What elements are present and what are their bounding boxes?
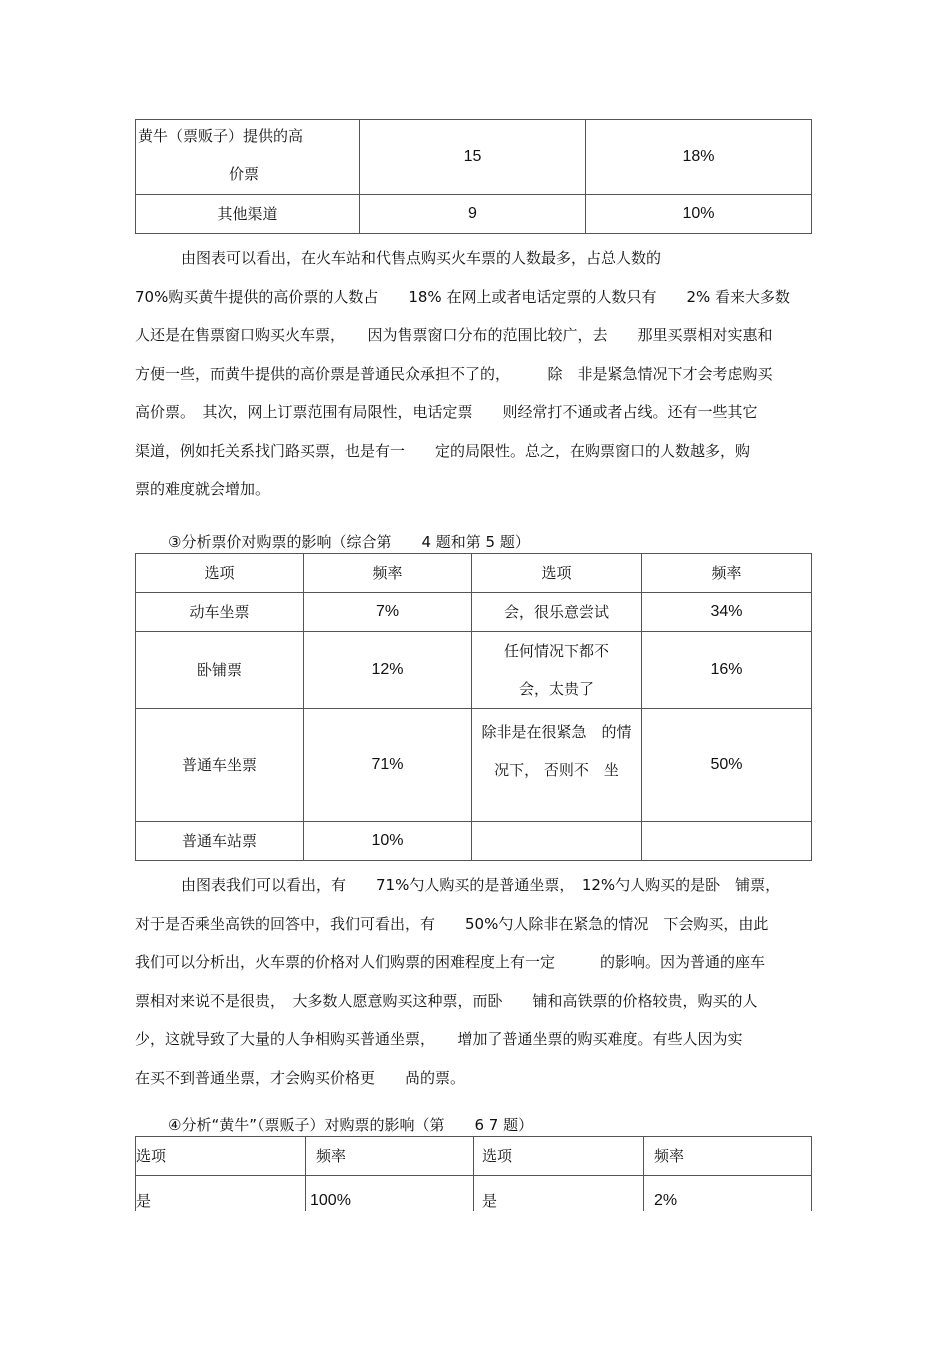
count-cell: 9 bbox=[360, 195, 586, 234]
table-row bbox=[136, 593, 812, 632]
table-header-row bbox=[136, 554, 812, 593]
paragraph-line: 票的难度就会增加。 bbox=[135, 480, 271, 498]
option-cell: 普通车站票 bbox=[136, 822, 304, 861]
paragraph-line: 由图表我们可以看出，有 71%勺人购买的是普通坐票， 12%勺人购买的是卧 铺票， bbox=[181, 876, 781, 894]
header-cell: 选项 bbox=[136, 1137, 306, 1176]
frequency-cell: 71% bbox=[304, 709, 472, 822]
option-line: 黄牛（票贩子）提供的高 bbox=[138, 127, 304, 145]
frequency-cell: 34% bbox=[642, 593, 812, 632]
frequency-cell: 100% bbox=[306, 1176, 474, 1212]
header-cell: 选项 bbox=[472, 554, 642, 593]
option-cell: 普通车坐票 bbox=[136, 709, 304, 822]
table-row bbox=[136, 120, 812, 195]
option-cell: 卧铺票 bbox=[136, 632, 304, 709]
channel-table bbox=[135, 119, 812, 234]
header-cell: 频率 bbox=[306, 1137, 474, 1176]
option-line: 况下， 否则不 坐 bbox=[494, 761, 619, 779]
paragraph-line: 少，这就导致了大量的人争相购买普通坐票， 增加了普通坐票的购买难度。有些人因为实 bbox=[135, 1030, 743, 1048]
header-cell: 频率 bbox=[304, 554, 472, 593]
paragraph-line: 我们可以分析出，火车票的价格对人们购票的困难程度上有一定 的影响。因为普通的座车 bbox=[135, 953, 766, 971]
frequency-cell: 2% bbox=[644, 1176, 812, 1212]
paragraph-line: 渠道，例如托关系找门路买票，也是有一 定的局限性。总之，在购票窗口的人数越多，购 bbox=[135, 441, 751, 460]
paragraph-line: 由图表可以看出，在火车站和代售点购买火车票的人数最多，占总人数的 bbox=[181, 249, 662, 267]
table-row bbox=[136, 195, 812, 234]
count-cell: 15 bbox=[360, 120, 586, 195]
option-line: 除非是在很紧急 的情 bbox=[481, 723, 632, 741]
header-cell: 选项 bbox=[474, 1137, 644, 1176]
frequency-cell: 50% bbox=[642, 709, 812, 822]
frequency-cell bbox=[642, 822, 812, 861]
percent-cell: 18% bbox=[586, 120, 812, 195]
table-row bbox=[136, 709, 812, 822]
header-cell: 频率 bbox=[644, 1137, 812, 1176]
paragraph-line: 在买不到普通坐票，才会购买价格更 咼的票。 bbox=[135, 1068, 466, 1087]
option-cell bbox=[472, 822, 642, 861]
analysis-paragraph-2 bbox=[135, 866, 815, 1097]
option-line: 任何情况下都不 bbox=[503, 642, 609, 660]
table-row bbox=[136, 1176, 812, 1212]
section-caption: ④分析“黄牛”（票贩子）对购票的影响（第 6 7 题） bbox=[168, 1116, 534, 1134]
paragraph-line: 票相对来说不是很贵， 大多数人愿意购买这种票，而卧 铺和高铁票的价格较贵，购买的人 bbox=[135, 991, 758, 1010]
frequency-cell: 12% bbox=[304, 632, 472, 709]
paragraph-line: 方便一些，而黄牛提供的高价票是普通民众承担不了的， 除 非是紧急情况下才会考虑购买 bbox=[135, 364, 773, 383]
paragraph-line: 高价票。 其次，网上订票范围有局限性，电话定票 则经常打不通或者占线。还有一些其它 bbox=[135, 403, 758, 421]
option-cell: 其他渠道 bbox=[136, 195, 360, 234]
header-cell: 选项 bbox=[136, 554, 304, 593]
analysis-paragraph-1 bbox=[135, 239, 815, 509]
header-cell: 频率 bbox=[642, 554, 812, 593]
option-cell: 是 bbox=[474, 1176, 644, 1212]
scalper-table-wrapper bbox=[135, 1136, 815, 1211]
price-table bbox=[135, 553, 812, 861]
paragraph-line: 对于是否乘坐高铁的回答中，我们可看出，有 50%勺人除非在紧急的情况 下会购买，由此 bbox=[135, 914, 769, 933]
table-header-row bbox=[136, 1137, 812, 1176]
frequency-cell: 10% bbox=[304, 822, 472, 861]
option-cell bbox=[472, 709, 642, 822]
option-cell bbox=[472, 593, 642, 632]
paragraph-line: 人还是在售票窗口购买火车票， 因为售票窗口分布的范围比较广，去 那里买票相对实惠和 bbox=[135, 326, 773, 344]
table-row bbox=[136, 632, 812, 709]
table-row bbox=[136, 822, 812, 861]
option-cell: 动车坐票 bbox=[136, 593, 304, 632]
option-line: 会，太贵了 bbox=[518, 680, 594, 698]
scalper-table bbox=[135, 1136, 812, 1211]
table-cell bbox=[136, 120, 360, 195]
paragraph-line: 70%购买黄牛提供的高价票的人数占 18% 在网上或者电话定票的人数只有 2% 看来大多数 bbox=[135, 287, 791, 306]
option-cell: 是 bbox=[136, 1176, 306, 1212]
percent-cell: 10% bbox=[586, 195, 812, 234]
option-line: 价票 bbox=[229, 165, 260, 183]
section-caption: ③分析票价对购票的影响（综合第 4 题和第 5 题） bbox=[168, 533, 530, 551]
frequency-cell: 7% bbox=[304, 593, 472, 632]
frequency-cell: 16% bbox=[642, 632, 812, 709]
option-cell bbox=[472, 632, 642, 709]
option-line: 会，很乐意尝试 bbox=[503, 603, 609, 621]
